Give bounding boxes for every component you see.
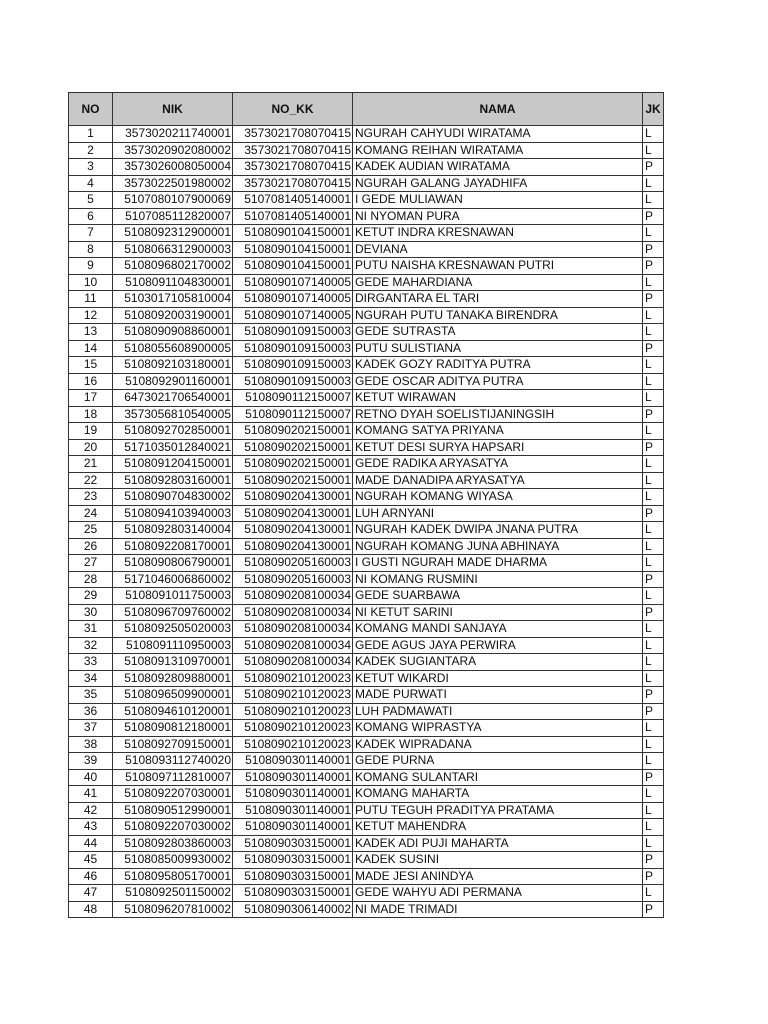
cell-no-kk: 5108090210120023 xyxy=(233,670,353,687)
cell-jk: L xyxy=(643,736,664,753)
table-row xyxy=(69,390,664,407)
cell-nik: 5108092312900001 xyxy=(113,225,233,242)
cell-nik: 5108092208170001 xyxy=(113,538,233,555)
cell-nik: 3573026008050004 xyxy=(113,159,233,176)
cell-jk: P xyxy=(643,604,664,621)
cell-nama: NGURAH GALANG JAYADHIFA xyxy=(353,175,643,192)
table-row xyxy=(69,802,664,819)
table-row xyxy=(69,670,664,687)
cell-nama: KETUT WIRAWAN xyxy=(353,390,643,407)
cell-jk: L xyxy=(643,522,664,539)
cell-no: 28 xyxy=(69,571,113,588)
cell-no-kk: 5108090109150003 xyxy=(233,373,353,390)
cell-nik: 5108092803140004 xyxy=(113,522,233,539)
cell-nik: 5108090908860001 xyxy=(113,324,233,341)
cell-nama: PUTU TEGUH PRADITYA PRATAMA xyxy=(353,802,643,819)
cell-jk: L xyxy=(643,225,664,242)
cell-jk: L xyxy=(643,307,664,324)
cell-no-kk: 5108090303150001 xyxy=(233,868,353,885)
cell-no: 5 xyxy=(69,192,113,209)
cell-nama: KOMANG REIHAN WIRATAMA xyxy=(353,142,643,159)
cell-jk: P xyxy=(643,439,664,456)
table-row xyxy=(69,505,664,522)
cell-nama: KOMANG WIPRASTYA xyxy=(353,720,643,737)
cell-no-kk: 5108090301140001 xyxy=(233,802,353,819)
cell-jk: P xyxy=(643,901,664,918)
cell-nik: 5108092702850001 xyxy=(113,423,233,440)
cell-no: 27 xyxy=(69,555,113,572)
cell-jk: L xyxy=(643,786,664,803)
cell-no: 12 xyxy=(69,307,113,324)
cell-nik: 5108092103180001 xyxy=(113,357,233,374)
cell-no-kk: 5108090109150003 xyxy=(233,324,353,341)
cell-jk: P xyxy=(643,687,664,704)
cell-nik: 5108092901160001 xyxy=(113,373,233,390)
cell-no: 20 xyxy=(69,439,113,456)
cell-no: 42 xyxy=(69,802,113,819)
cell-no-kk: 5108090104150001 xyxy=(233,258,353,275)
cell-no-kk: 5108090104150001 xyxy=(233,225,353,242)
cell-jk: P xyxy=(643,406,664,423)
cell-no: 25 xyxy=(69,522,113,539)
cell-no-kk: 5108090208100034 xyxy=(233,588,353,605)
cell-jk: L xyxy=(643,588,664,605)
cell-no: 9 xyxy=(69,258,113,275)
cell-no: 10 xyxy=(69,274,113,291)
cell-nama: NGURAH KOMANG WIYASA xyxy=(353,489,643,506)
cell-nama: RETNO DYAH SOELISTIJANINGSIH xyxy=(353,406,643,423)
cell-nik: 5108097112810007 xyxy=(113,769,233,786)
table-row xyxy=(69,159,664,176)
cell-no: 34 xyxy=(69,670,113,687)
cell-no: 30 xyxy=(69,604,113,621)
cell-no: 14 xyxy=(69,340,113,357)
header-no: NO xyxy=(69,93,113,126)
cell-jk: L xyxy=(643,456,664,473)
cell-jk: L xyxy=(643,621,664,638)
table-row xyxy=(69,456,664,473)
cell-jk: P xyxy=(643,208,664,225)
table-row xyxy=(69,406,664,423)
cell-no-kk: 3573021708070415 xyxy=(233,159,353,176)
cell-no-kk: 5108090301140001 xyxy=(233,769,353,786)
cell-jk: L xyxy=(643,819,664,836)
cell-nik: 5108090512990001 xyxy=(113,802,233,819)
cell-no: 6 xyxy=(69,208,113,225)
cell-no-kk: 5108090210120023 xyxy=(233,687,353,704)
cell-jk: L xyxy=(643,126,664,143)
table-row xyxy=(69,291,664,308)
table-row xyxy=(69,901,664,918)
header-row xyxy=(69,93,664,126)
cell-jk: P xyxy=(643,769,664,786)
cell-nik: 5108096802170002 xyxy=(113,258,233,275)
cell-no: 26 xyxy=(69,538,113,555)
cell-nik: 5108085009930002 xyxy=(113,852,233,869)
cell-nama: KOMANG SATYA PRIYANA xyxy=(353,423,643,440)
cell-nama: KETUT MAHENDRA xyxy=(353,819,643,836)
cell-jk: L xyxy=(643,720,664,737)
cell-jk: L xyxy=(643,423,664,440)
cell-no-kk: 5108090208100034 xyxy=(233,637,353,654)
cell-nama: GEDE WAHYU ADI PERMANA xyxy=(353,885,643,902)
cell-no: 43 xyxy=(69,819,113,836)
cell-no: 45 xyxy=(69,852,113,869)
cell-nik: 5108092803160001 xyxy=(113,472,233,489)
cell-nama: KETUT WIKARDI xyxy=(353,670,643,687)
cell-jk: L xyxy=(643,192,664,209)
cell-nama: PUTU NAISHA KRESNAWAN PUTRI xyxy=(353,258,643,275)
cell-no: 31 xyxy=(69,621,113,638)
cell-jk: P xyxy=(643,571,664,588)
cell-jk: L xyxy=(643,489,664,506)
cell-no-kk: 5108090301140001 xyxy=(233,753,353,770)
table-row xyxy=(69,225,664,242)
table-row xyxy=(69,538,664,555)
cell-nik: 5108092809880001 xyxy=(113,670,233,687)
cell-no-kk: 5108090107140005 xyxy=(233,291,353,308)
cell-jk: P xyxy=(643,159,664,176)
table-row xyxy=(69,439,664,456)
cell-nama: KOMANG MANDI SANJAYA xyxy=(353,621,643,638)
cell-jk: P xyxy=(643,703,664,720)
cell-no-kk: 5108090303150001 xyxy=(233,852,353,869)
table-row xyxy=(69,423,664,440)
cell-jk: P xyxy=(643,340,664,357)
cell-no-kk: 5108090205160003 xyxy=(233,555,353,572)
header-no-kk: NO_KK xyxy=(233,93,353,126)
cell-nama: DIRGANTARA EL TARI xyxy=(353,291,643,308)
table-row xyxy=(69,819,664,836)
cell-no: 47 xyxy=(69,885,113,902)
cell-nama: GEDE OSCAR ADITYA PUTRA xyxy=(353,373,643,390)
cell-nama: GEDE SUARBAWA xyxy=(353,588,643,605)
cell-no-kk: 5108090301140001 xyxy=(233,819,353,836)
cell-no-kk: 3573021708070415 xyxy=(233,175,353,192)
cell-nik: 5108090806790001 xyxy=(113,555,233,572)
cell-no: 3 xyxy=(69,159,113,176)
cell-no-kk: 5108090208100034 xyxy=(233,604,353,621)
table-row xyxy=(69,373,664,390)
cell-no: 11 xyxy=(69,291,113,308)
cell-no-kk: 5108090301140001 xyxy=(233,786,353,803)
cell-no-kk: 5108090208100034 xyxy=(233,654,353,671)
cell-nik: 6473021706540001 xyxy=(113,390,233,407)
cell-jk: L xyxy=(643,670,664,687)
table-row xyxy=(69,307,664,324)
cell-nama: NI KOMANG RUSMINI xyxy=(353,571,643,588)
cell-nama: GEDE AGUS JAYA PERWIRA xyxy=(353,637,643,654)
cell-no-kk: 5108090204130001 xyxy=(233,489,353,506)
cell-nama: I GUSTI NGURAH MADE DHARMA xyxy=(353,555,643,572)
cell-no-kk: 5108090202150001 xyxy=(233,439,353,456)
table-row xyxy=(69,769,664,786)
table-row xyxy=(69,340,664,357)
cell-no: 44 xyxy=(69,835,113,852)
cell-no: 39 xyxy=(69,753,113,770)
cell-nik: 5108090704830002 xyxy=(113,489,233,506)
cell-no-kk: 5108090109150003 xyxy=(233,340,353,357)
cell-nik: 5107085112820007 xyxy=(113,208,233,225)
cell-no-kk: 5108090303150001 xyxy=(233,885,353,902)
cell-no-kk: 5108090208100034 xyxy=(233,621,353,638)
cell-nama: DEVIANA xyxy=(353,241,643,258)
header-nama: NAMA xyxy=(353,93,643,126)
cell-jk: P xyxy=(643,868,664,885)
cell-nama: I GEDE MULIAWAN xyxy=(353,192,643,209)
table-row xyxy=(69,472,664,489)
cell-nama: PUTU SULISTIANA xyxy=(353,340,643,357)
cell-no: 8 xyxy=(69,241,113,258)
table-row xyxy=(69,588,664,605)
table-row xyxy=(69,208,664,225)
cell-no-kk: 5108090202150001 xyxy=(233,456,353,473)
cell-jk: L xyxy=(643,142,664,159)
table-row xyxy=(69,654,664,671)
cell-jk: L xyxy=(643,555,664,572)
table-row xyxy=(69,571,664,588)
cell-no-kk: 5108090104150001 xyxy=(233,241,353,258)
cell-no-kk: 5108090204130001 xyxy=(233,522,353,539)
cell-no: 36 xyxy=(69,703,113,720)
cell-no: 21 xyxy=(69,456,113,473)
table-row xyxy=(69,324,664,341)
cell-no-kk: 5108090204130001 xyxy=(233,505,353,522)
cell-no-kk: 3573021708070415 xyxy=(233,126,353,143)
cell-nik: 5108093112740020 xyxy=(113,753,233,770)
cell-nama: KADEK GOZY RADITYA PUTRA xyxy=(353,357,643,374)
cell-nik: 5171046006860002 xyxy=(113,571,233,588)
cell-nama: MADE DANADIPA ARYASATYA xyxy=(353,472,643,489)
cell-nama: NI MADE TRIMADI xyxy=(353,901,643,918)
cell-no: 35 xyxy=(69,687,113,704)
cell-nik: 5108055608900005 xyxy=(113,340,233,357)
cell-nik: 5108091104830001 xyxy=(113,274,233,291)
cell-jk: L xyxy=(643,274,664,291)
cell-nama: MADE PURWATI xyxy=(353,687,643,704)
table-row xyxy=(69,522,664,539)
cell-no: 1 xyxy=(69,126,113,143)
table-row xyxy=(69,885,664,902)
cell-nama: KADEK WIPRADANA xyxy=(353,736,643,753)
cell-nik: 5108091310970001 xyxy=(113,654,233,671)
table-row xyxy=(69,241,664,258)
cell-no-kk: 5108090202150001 xyxy=(233,423,353,440)
cell-no-kk: 5107081405140001 xyxy=(233,192,353,209)
cell-no: 41 xyxy=(69,786,113,803)
table-row xyxy=(69,175,664,192)
cell-no: 4 xyxy=(69,175,113,192)
cell-nik: 5108092501150002 xyxy=(113,885,233,902)
cell-nik: 3573020902080002 xyxy=(113,142,233,159)
header-nik: NIK xyxy=(113,93,233,126)
cell-no: 19 xyxy=(69,423,113,440)
cell-nama: KADEK SUGIANTARA xyxy=(353,654,643,671)
cell-nik: 5107080107900069 xyxy=(113,192,233,209)
table-row xyxy=(69,126,664,143)
cell-nik: 3573056810540005 xyxy=(113,406,233,423)
cell-no-kk: 5108090210120023 xyxy=(233,720,353,737)
cell-jk: P xyxy=(643,258,664,275)
cell-no: 37 xyxy=(69,720,113,737)
cell-nama: KADEK ADI PUJI MAHARTA xyxy=(353,835,643,852)
table-row xyxy=(69,736,664,753)
cell-no: 18 xyxy=(69,406,113,423)
cell-no: 7 xyxy=(69,225,113,242)
cell-nik: 5108090812180001 xyxy=(113,720,233,737)
cell-no-kk: 5108090210120023 xyxy=(233,736,353,753)
cell-nama: NGURAH KOMANG JUNA ABHINAYA xyxy=(353,538,643,555)
table-row xyxy=(69,753,664,770)
cell-no-kk: 5107081405140001 xyxy=(233,208,353,225)
cell-nik: 5108091204150001 xyxy=(113,456,233,473)
cell-nik: 5103017105810004 xyxy=(113,291,233,308)
table-row xyxy=(69,720,664,737)
table-row xyxy=(69,835,664,852)
cell-jk: L xyxy=(643,637,664,654)
cell-nama: NI NYOMAN PURA xyxy=(353,208,643,225)
cell-no: 17 xyxy=(69,390,113,407)
cell-no: 16 xyxy=(69,373,113,390)
cell-no: 29 xyxy=(69,588,113,605)
cell-nik: 5108094103940003 xyxy=(113,505,233,522)
table-row xyxy=(69,142,664,159)
cell-jk: P xyxy=(643,505,664,522)
table-row xyxy=(69,687,664,704)
cell-nik: 5108092803860003 xyxy=(113,835,233,852)
cell-nama: KOMANG SULANTARI xyxy=(353,769,643,786)
cell-no: 33 xyxy=(69,654,113,671)
cell-no: 23 xyxy=(69,489,113,506)
cell-nik: 3573020211740001 xyxy=(113,126,233,143)
table-row xyxy=(69,604,664,621)
cell-nik: 5108092003190001 xyxy=(113,307,233,324)
cell-no: 15 xyxy=(69,357,113,374)
table-row xyxy=(69,489,664,506)
cell-nik: 5108096509900001 xyxy=(113,687,233,704)
table-row xyxy=(69,703,664,720)
cell-nama: KADEK AUDIAN WIRATAMA xyxy=(353,159,643,176)
cell-nik: 5108092207030002 xyxy=(113,819,233,836)
cell-no: 48 xyxy=(69,901,113,918)
table-row xyxy=(69,274,664,291)
cell-jk: L xyxy=(643,175,664,192)
cell-no-kk: 5108090107140005 xyxy=(233,307,353,324)
table-row xyxy=(69,357,664,374)
cell-no-kk: 5108090306140002 xyxy=(233,901,353,918)
cell-nik: 5108092505020003 xyxy=(113,621,233,638)
cell-jk: L xyxy=(643,538,664,555)
table-row xyxy=(69,258,664,275)
cell-jk: P xyxy=(643,852,664,869)
table-row xyxy=(69,852,664,869)
cell-nama: GEDE PURNA xyxy=(353,753,643,770)
cell-no: 24 xyxy=(69,505,113,522)
table-row xyxy=(69,621,664,638)
cell-nik: 5108095805170001 xyxy=(113,868,233,885)
cell-jk: L xyxy=(643,654,664,671)
cell-nama: GEDE MAHARDIANA xyxy=(353,274,643,291)
cell-jk: L xyxy=(643,802,664,819)
cell-no: 46 xyxy=(69,868,113,885)
table-row xyxy=(69,868,664,885)
cell-no-kk: 5108090112150007 xyxy=(233,390,353,407)
cell-nama: KOMANG MAHARTA xyxy=(353,786,643,803)
cell-nama: GEDE SUTRASTA xyxy=(353,324,643,341)
cell-jk: L xyxy=(643,390,664,407)
cell-no-kk: 5108090204130001 xyxy=(233,538,353,555)
cell-nik: 5108091011750003 xyxy=(113,588,233,605)
cell-no-kk: 5108090112150007 xyxy=(233,406,353,423)
cell-no-kk: 3573021708070415 xyxy=(233,142,353,159)
cell-jk: L xyxy=(643,324,664,341)
cell-nama: NI KETUT SARINI xyxy=(353,604,643,621)
cell-nama: LUH ARNYANI xyxy=(353,505,643,522)
cell-nama: NGURAH CAHYUDI WIRATAMA xyxy=(353,126,643,143)
cell-jk: P xyxy=(643,291,664,308)
cell-jk: P xyxy=(643,241,664,258)
cell-no: 13 xyxy=(69,324,113,341)
cell-jk: L xyxy=(643,357,664,374)
cell-jk: L xyxy=(643,885,664,902)
cell-nik: 5108091110950003 xyxy=(113,637,233,654)
cell-no: 38 xyxy=(69,736,113,753)
table-header xyxy=(69,93,664,126)
cell-nama: KETUT DESI SURYA HAPSARI xyxy=(353,439,643,456)
cell-nama: LUH PADMAWATI xyxy=(353,703,643,720)
cell-no-kk: 5108090210120023 xyxy=(233,703,353,720)
cell-nama: KETUT INDRA KRESNAWAN xyxy=(353,225,643,242)
cell-nik: 5108094610120001 xyxy=(113,703,233,720)
cell-no-kk: 5108090107140005 xyxy=(233,274,353,291)
cell-nama: NGURAH PUTU TANAKA BIRENDRA xyxy=(353,307,643,324)
table-row xyxy=(69,786,664,803)
cell-jk: L xyxy=(643,472,664,489)
cell-no: 22 xyxy=(69,472,113,489)
cell-nik: 5108092207030001 xyxy=(113,786,233,803)
cell-nama: GEDE RADIKA ARYASATYA xyxy=(353,456,643,473)
cell-nik: 5108066312900003 xyxy=(113,241,233,258)
cell-no-kk: 5108090205160003 xyxy=(233,571,353,588)
cell-jk: L xyxy=(643,373,664,390)
cell-no: 2 xyxy=(69,142,113,159)
cell-nik: 3573022501980002 xyxy=(113,175,233,192)
table-row xyxy=(69,555,664,572)
cell-nama: NGURAH KADEK DWIPA JNANA PUTRA xyxy=(353,522,643,539)
table-row xyxy=(69,192,664,209)
cell-jk: L xyxy=(643,753,664,770)
table-body xyxy=(69,126,664,918)
cell-no: 40 xyxy=(69,769,113,786)
cell-nik: 5108096709760002 xyxy=(113,604,233,621)
cell-no-kk: 5108090202150001 xyxy=(233,472,353,489)
table-row xyxy=(69,637,664,654)
cell-nama: KADEK SUSINI xyxy=(353,852,643,869)
cell-no: 32 xyxy=(69,637,113,654)
header-jk: JK xyxy=(643,93,664,126)
cell-no-kk: 5108090109150003 xyxy=(233,357,353,374)
cell-nik: 5108092709150001 xyxy=(113,736,233,753)
cell-no-kk: 5108090303150001 xyxy=(233,835,353,852)
cell-nik: 5108096207810002 xyxy=(113,901,233,918)
cell-nama: MADE JESI ANINDYA xyxy=(353,868,643,885)
cell-jk: L xyxy=(643,835,664,852)
cell-nik: 5171035012840021 xyxy=(113,439,233,456)
data-table xyxy=(68,92,664,918)
